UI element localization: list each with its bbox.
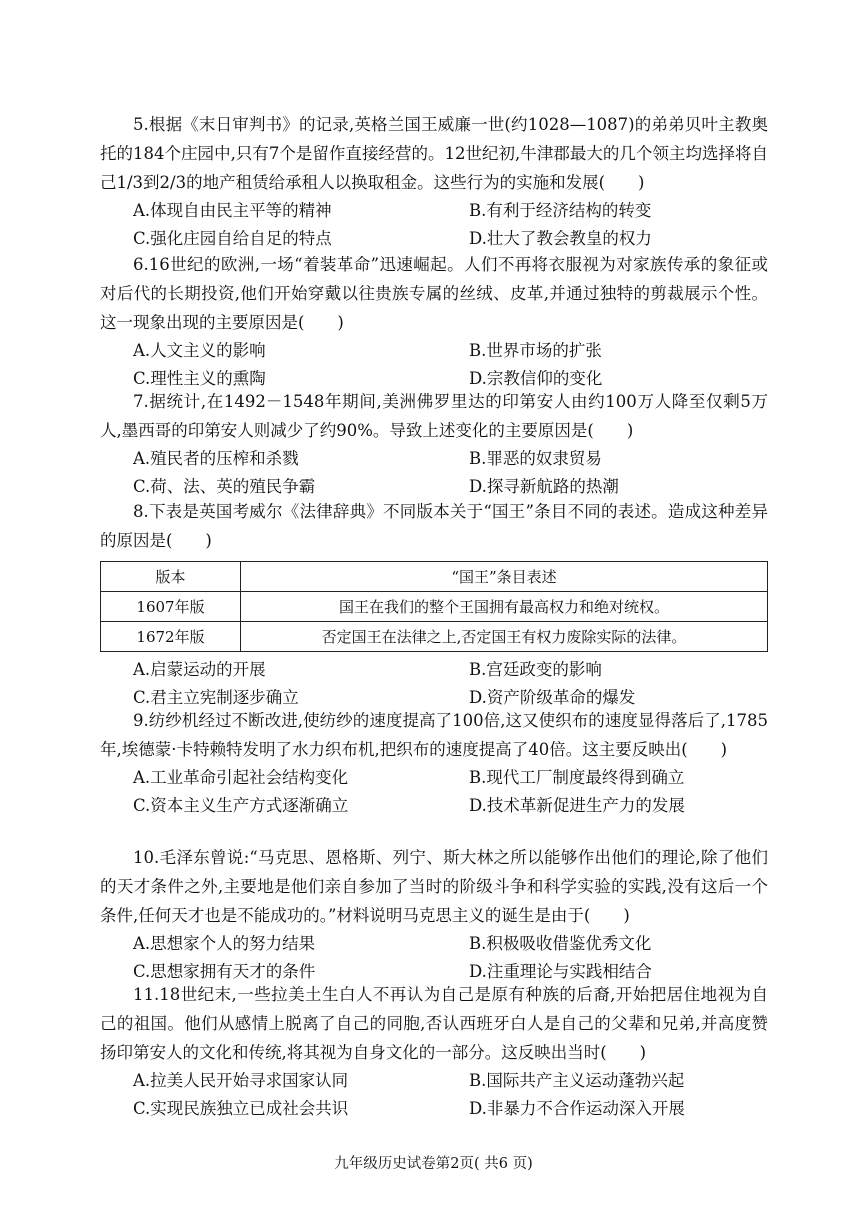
- option-a: A.拉美人民开始寻求国家认同: [133, 1071, 349, 1090]
- question-6: [100, 250, 768, 393]
- options: [133, 337, 799, 393]
- option-b: B.有利于经济结构的转变: [469, 201, 652, 220]
- option-a: A.殖民者的压榨和杀戮: [133, 449, 299, 468]
- option-a: A.人文主义的影响: [133, 341, 266, 360]
- options: [133, 656, 799, 712]
- option-d: D.非暴力不合作运动深入开展: [469, 1099, 685, 1118]
- option-a: A.思想家个人的努力结果: [133, 934, 316, 953]
- question-7: [100, 387, 768, 501]
- question-8: [100, 497, 768, 712]
- question-11: [100, 980, 768, 1123]
- question-5: [100, 110, 768, 253]
- option-d: D.壮大了教会教皇的权力: [469, 229, 652, 248]
- option-c: C.强化庄园自给自足的特点: [133, 229, 332, 248]
- options: [133, 1067, 799, 1123]
- option-c: C.思想家拥有天才的条件: [133, 962, 316, 981]
- option-d: D.技术革新促进生产力的发展: [469, 796, 685, 815]
- option-a: A.启蒙运动的开展: [133, 660, 266, 679]
- options: [133, 764, 799, 820]
- options: [133, 445, 799, 501]
- option-a: A.工业革命引起社会结构变化: [133, 768, 349, 787]
- question-stem: 9.纺纱机经过不断改进,使纺纱的速度提高了100倍,这又使织布的速度显得落后了,1785年,埃德蒙·卡特赖特发明了水力织布机,把织布的速度提高了40倍。这主要反映出( ): [100, 711, 768, 759]
- option-b: B.罪恶的奴隶贸易: [469, 449, 602, 468]
- option-d: D.探寻新航路的热潮: [469, 477, 619, 496]
- page-footer: 九年级历史试卷第2页( 共6 页): [334, 1156, 533, 1172]
- option-c: C.君主立宪制逐步确立: [133, 688, 299, 707]
- question-9: [100, 706, 768, 820]
- options: [133, 930, 799, 986]
- question-stem: 10.毛泽东曾说:“马克思、恩格斯、列宁、斯大林之所以能够作出他们的理论,除了他们的天才条件之外,主要地是他们亲自参加了当时的阶级斗争和科学实验的实践,没有这后一个条件,任何天才也是不能成功的。”材料说明马克思主义的诞生是由于( ): [100, 848, 768, 925]
- question-stem: 8.下表是英国考威尔《法律辞典》不同版本关于“国王”条目不同的表述。造成这种差异的原因是( ): [100, 502, 768, 550]
- option-b: B.世界市场的扩张: [469, 341, 602, 360]
- table-cell: 1672年版: [101, 622, 241, 652]
- table-header-row: [101, 562, 768, 592]
- options: [133, 197, 799, 253]
- option-c: C.荷、法、英的殖民争霸: [133, 477, 316, 496]
- option-c: C.资本主义生产方式逐渐确立: [133, 796, 349, 815]
- question-stem: 5.根据《末日审判书》的记录,英格兰国王威廉一世(约1028—1087)的弟弟贝叶主教奥托的184个庄园中,只有7个是留作直接经营的。12世纪初,牛津郡最大的几个领主均选择将自己1/3到2/3的地产租赁给承租人以换取租金。这些行为的实施和发展( ): [100, 115, 768, 192]
- table-cell: 否定国王在法律之上,否定国王有权力废除实际的法律。: [241, 622, 768, 652]
- table-header: 版本: [101, 562, 241, 592]
- table-row: [101, 622, 768, 652]
- option-d: D.宗教信仰的变化: [469, 369, 603, 388]
- option-b: B.宫廷政变的影响: [469, 660, 602, 679]
- question-stem: 7.据统计,在1492－1548年期间,美洲佛罗里达的印第安人由约100万人降至仅剩5万人,墨西哥的印第安人则减少了约90%。导致上述变化的主要原因是( ): [100, 392, 768, 440]
- option-b: B.积极吸收借鉴优秀文化: [469, 934, 652, 953]
- option-d: D.注重理论与实践相结合: [469, 962, 652, 981]
- option-b: B.现代工厂制度最终得到确立: [469, 768, 685, 787]
- option-b: B.国际共产主义运动蓬勃兴起: [469, 1071, 685, 1090]
- kings-table: [100, 561, 768, 652]
- question-stem: 11.18世纪末,一些拉美土生白人不再认为自己是原有种族的后裔,开始把居住地视为自己的祖国。他们从感情上脱离了自己的同胞,否认西班牙白人是自己的父辈和兄弟,并高度赞扬印第安人的文化和传统,将其视为自身文化的一部分。这反映出当时( ): [100, 985, 768, 1062]
- question-stem: 6.16世纪的欧洲,一场“着装革命”迅速崛起。人们不再将衣服视为对家族传承的象征或对后代的长期投资,他们开始穿戴以往贵族专属的丝绒、皮革,并通过独特的剪裁展示个性。这一现象出现的主要原因是( ): [100, 255, 768, 332]
- table-cell: 国王在我们的整个王国拥有最高权力和绝对统权。: [241, 592, 768, 622]
- option-a: A.体现自由民主平等的精神: [133, 201, 332, 220]
- option-c: C.理性主义的熏陶: [133, 369, 266, 388]
- question-10: [100, 843, 768, 986]
- table-header: “国王”条目表述: [241, 562, 768, 592]
- table-row: [101, 592, 768, 622]
- option-d: D.资产阶级革命的爆发: [469, 688, 636, 707]
- table-cell: 1607年版: [101, 592, 241, 622]
- option-c: C.实现民族独立已成社会共识: [133, 1099, 349, 1118]
